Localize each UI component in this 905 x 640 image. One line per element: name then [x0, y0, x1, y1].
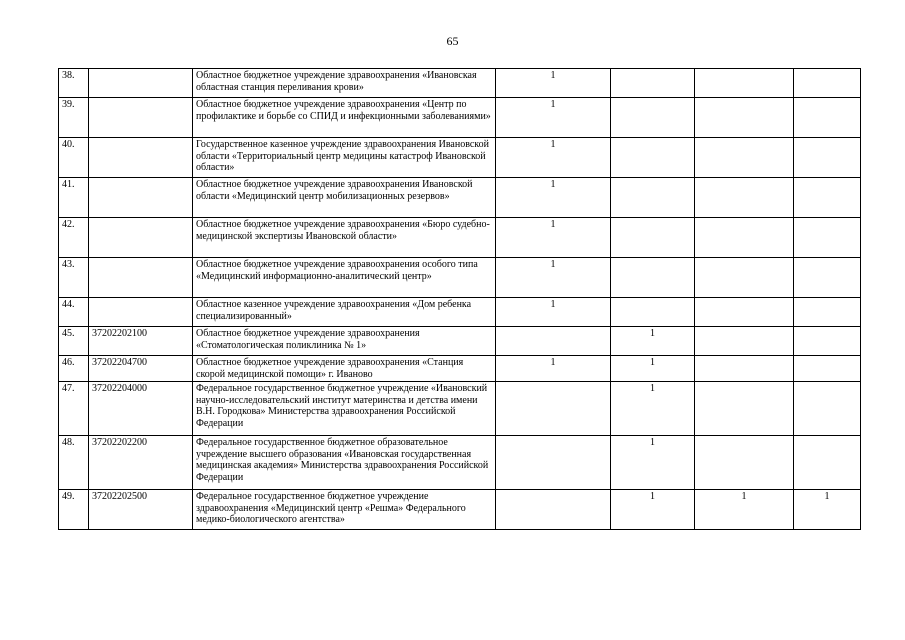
value-col-1 [496, 436, 611, 490]
value-col-3 [695, 178, 794, 218]
value-col-4 [794, 69, 861, 98]
value-col-3 [695, 218, 794, 258]
value-col-1: 1 [496, 298, 611, 327]
value-col-2: 1 [611, 356, 695, 382]
table-row [59, 490, 861, 530]
value-col-2 [611, 138, 695, 178]
table-row [59, 98, 861, 138]
value-col-3 [695, 382, 794, 436]
table-row [59, 356, 861, 382]
value-col-4 [794, 138, 861, 178]
table-row [59, 138, 861, 178]
institution-name: Областное бюджетное учреждение здравоохранения «Стоматологическая поликлиника № 1» [193, 327, 496, 356]
value-col-4 [794, 258, 861, 298]
institution-name: Областное бюджетное учреждение здравоохранения «Ивановская областная станция переливания крови» [193, 69, 496, 98]
table-row [59, 382, 861, 436]
value-col-1 [496, 490, 611, 530]
institution-code: 37202202500 [89, 490, 193, 530]
institution-code [89, 178, 193, 218]
row-number: 45. [59, 327, 89, 356]
value-col-1: 1 [496, 69, 611, 98]
value-col-3 [695, 327, 794, 356]
institution-name: Областное бюджетное учреждение здравоохранения «Центр по профилактике и борьбе со СПИД и инфекционными заболеваниями» [193, 98, 496, 138]
value-col-1 [496, 327, 611, 356]
value-col-4: 1 [794, 490, 861, 530]
value-col-2 [611, 69, 695, 98]
institutions-table [58, 68, 861, 530]
institution-code: 37202202200 [89, 436, 193, 490]
value-col-3 [695, 436, 794, 490]
value-col-1: 1 [496, 178, 611, 218]
table-row [59, 258, 861, 298]
table-row [59, 218, 861, 258]
row-number: 47. [59, 382, 89, 436]
table-row [59, 69, 861, 98]
institution-name: Областное бюджетное учреждение здравоохранения «Бюро судебно-медицинской экспертизы Ивановской области» [193, 218, 496, 258]
institution-name: Федеральное государственное бюджетное учреждение здравоохранения «Медицинский центр «Решма» Федерального медико-биологического агентства» [193, 490, 496, 530]
value-col-3 [695, 356, 794, 382]
value-col-2 [611, 258, 695, 298]
institution-name: Областное казенное учреждение здравоохранения «Дом ребенка специализированный» [193, 298, 496, 327]
value-col-4 [794, 327, 861, 356]
table-row [59, 327, 861, 356]
institution-code: 37202204000 [89, 382, 193, 436]
table-row [59, 178, 861, 218]
row-number: 41. [59, 178, 89, 218]
value-col-1: 1 [496, 218, 611, 258]
table-row [59, 436, 861, 490]
row-number: 42. [59, 218, 89, 258]
institution-code [89, 298, 193, 327]
row-number: 46. [59, 356, 89, 382]
value-col-1: 1 [496, 138, 611, 178]
institution-code [89, 138, 193, 178]
page-number: 65 [446, 34, 459, 48]
value-col-4 [794, 98, 861, 138]
institution-name: Федеральное государственное бюджетное образовательное учреждение высшего образования «Ивановская государственная медицинская академия» Министерства здравоохранения Российской Федерации [193, 436, 496, 490]
value-col-1: 1 [496, 356, 611, 382]
row-number: 49. [59, 490, 89, 530]
value-col-4 [794, 218, 861, 258]
value-col-2 [611, 218, 695, 258]
institution-code: 37202202100 [89, 327, 193, 356]
value-col-2: 1 [611, 490, 695, 530]
value-col-3: 1 [695, 490, 794, 530]
institution-code [89, 258, 193, 298]
row-number: 40. [59, 138, 89, 178]
institution-name: Областное бюджетное учреждение здравоохранения Ивановской области «Медицинский центр мобилизационных резервов» [193, 178, 496, 218]
value-col-3 [695, 69, 794, 98]
institution-code [89, 69, 193, 98]
value-col-1 [496, 382, 611, 436]
value-col-4 [794, 436, 861, 490]
institution-name: Государственное казенное учреждение здравоохранения Ивановской области «Территориальный центр медицины катастроф Ивановской области» [193, 138, 496, 178]
row-number: 48. [59, 436, 89, 490]
row-number: 44. [59, 298, 89, 327]
institution-code: 37202204700 [89, 356, 193, 382]
value-col-4 [794, 178, 861, 218]
value-col-3 [695, 298, 794, 327]
row-number: 39. [59, 98, 89, 138]
table-row [59, 298, 861, 327]
value-col-4 [794, 298, 861, 327]
value-col-3 [695, 258, 794, 298]
institution-name: Областное бюджетное учреждение здравоохранения особого типа «Медицинский информационно-аналитический центр» [193, 258, 496, 298]
value-col-1: 1 [496, 98, 611, 138]
row-number: 43. [59, 258, 89, 298]
row-number: 38. [59, 69, 89, 98]
institution-name: Областное бюджетное учреждение здравоохранения «Станция скорой медицинской помощи» г. Иваново [193, 356, 496, 382]
institution-code [89, 218, 193, 258]
institution-name: Федеральное государственное бюджетное учреждение «Ивановский научно-исследовательский институт материнства и детства имени В.Н. Городкова» Министерства здравоохранения Российской Федерации [193, 382, 496, 436]
value-col-4 [794, 382, 861, 436]
value-col-2: 1 [611, 436, 695, 490]
value-col-2 [611, 178, 695, 218]
institution-code [89, 98, 193, 138]
value-col-2: 1 [611, 382, 695, 436]
value-col-1: 1 [496, 258, 611, 298]
value-col-2 [611, 298, 695, 327]
value-col-2 [611, 98, 695, 138]
value-col-3 [695, 98, 794, 138]
value-col-3 [695, 138, 794, 178]
value-col-2: 1 [611, 327, 695, 356]
value-col-4 [794, 356, 861, 382]
